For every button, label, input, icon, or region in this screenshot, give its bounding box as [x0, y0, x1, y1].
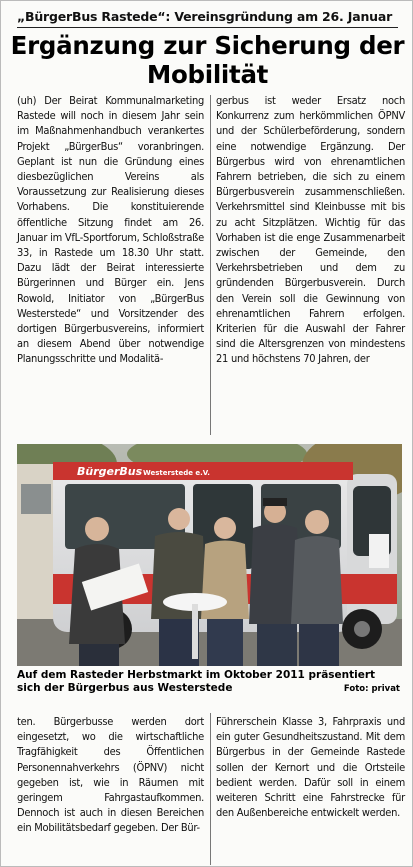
- photo-caption: Auf dem Rasteder Herbstmarkt im Oktober 2011 präsentiert sich der Bürgerbus aus Westerstede: [17, 669, 376, 694]
- bus-logo-text: BürgerBus: [77, 465, 143, 478]
- article-column-3-text: ten. Bürgerbusse werden dort eingesetzt, wo die wirtschaftliche Tragfähigkeit des Öffentlichen Personennahverkehrs (ÖPNV) nicht gegeben ist, wie in Räumen mit geringem Fahrgastaufkommen. Dennoch ist auch in diesen Bereichen ein Mobilitätsbedarf gegeben. Der Bür-: [17, 715, 204, 835]
- article-photo: [17, 444, 402, 666]
- article-kicker: „BürgerBus Rastede“: Vereinsgründung am 26. Januar: [17, 9, 393, 24]
- article-column-4-text: Führerschein Klasse 3, Fahrpraxis und ein guter Gesundheitszustand. Mit dem Bürgerbus in der Gemeinde Rastede sollen der Kernort und die Ortsteile bedient werden. Dafür soll in einem weiteren Schritt eine Fahrstrecke für den Außenbereiche entwickelt werden.: [216, 715, 405, 820]
- article-column-4: [216, 714, 405, 820]
- kicker-rule: [17, 27, 398, 28]
- article-column-1: [17, 93, 204, 367]
- photo-illustration: [17, 444, 402, 666]
- article-column-1-text: (uh) Der Beirat Kommunalmarketing Rastede will noch in diesem Jahr sein im Maßnahmenhandbuch verankertes Projekt „BürgerBus“ voranbringen. Geplant ist nun die Gründung eines diesbezüglichen Vereins als Voraussetzung zur Realisierung dieses Vorhabens. Die konstituierende öffentliche Sitzung findet am 26. Januar im VfL-Sportforum, Schloßstraße 33, in Rastede um 18.30 Uhr statt. Dazu lädt der Beirat interessierte Bürgerinnen und Bürger ein. Jens Rowold, Initiator von „BürgerBus Westerstede“ und Vorsitzender des dortigen Bürgerbusvereins, informiert an diesem Abend über notwendige Planungsschritte und Modalitä-: [17, 94, 204, 366]
- column-divider-lower: [210, 713, 211, 865]
- column-divider: [210, 95, 211, 435]
- article-column-2-text: gerbus ist weder Ersatz noch Konkurrenz zum herkömmlichen ÖPNV und der Schülerbeförderung, sondern eine notwendige Ergänzung. Der Bürgerbus wird von ehrenamtlichen Fahrern betrieben, die sich zu einem Bürgerbusverein zusammenschließen. Verkehrsmittel sind Kleinbusse mit bis zu acht Sitzplätzen. Wichtig für das Vorhaben ist die enge Zusammenarbeit zwischen der Gemeinde, den Verkehrsbetrieben und dem zu gründenden Bürgerbusverein. Durch den Verein soll die Gewinnung von ehrenamtlichen Fahrern erfolgen. Kriterien für die Auswahl der Fahrer sind die Altersgrenzen von mindestens 21 und höchstens 70 Jahren, der: [216, 94, 405, 366]
- bus-town-text: Westerstede e.V.: [143, 469, 210, 477]
- article-headline: Ergänzung zur Sicherung der Mobilität: [10, 31, 405, 89]
- photo-credit: Foto: privat: [343, 684, 400, 694]
- article-column-2: [216, 93, 405, 367]
- article-column-3: [17, 714, 204, 836]
